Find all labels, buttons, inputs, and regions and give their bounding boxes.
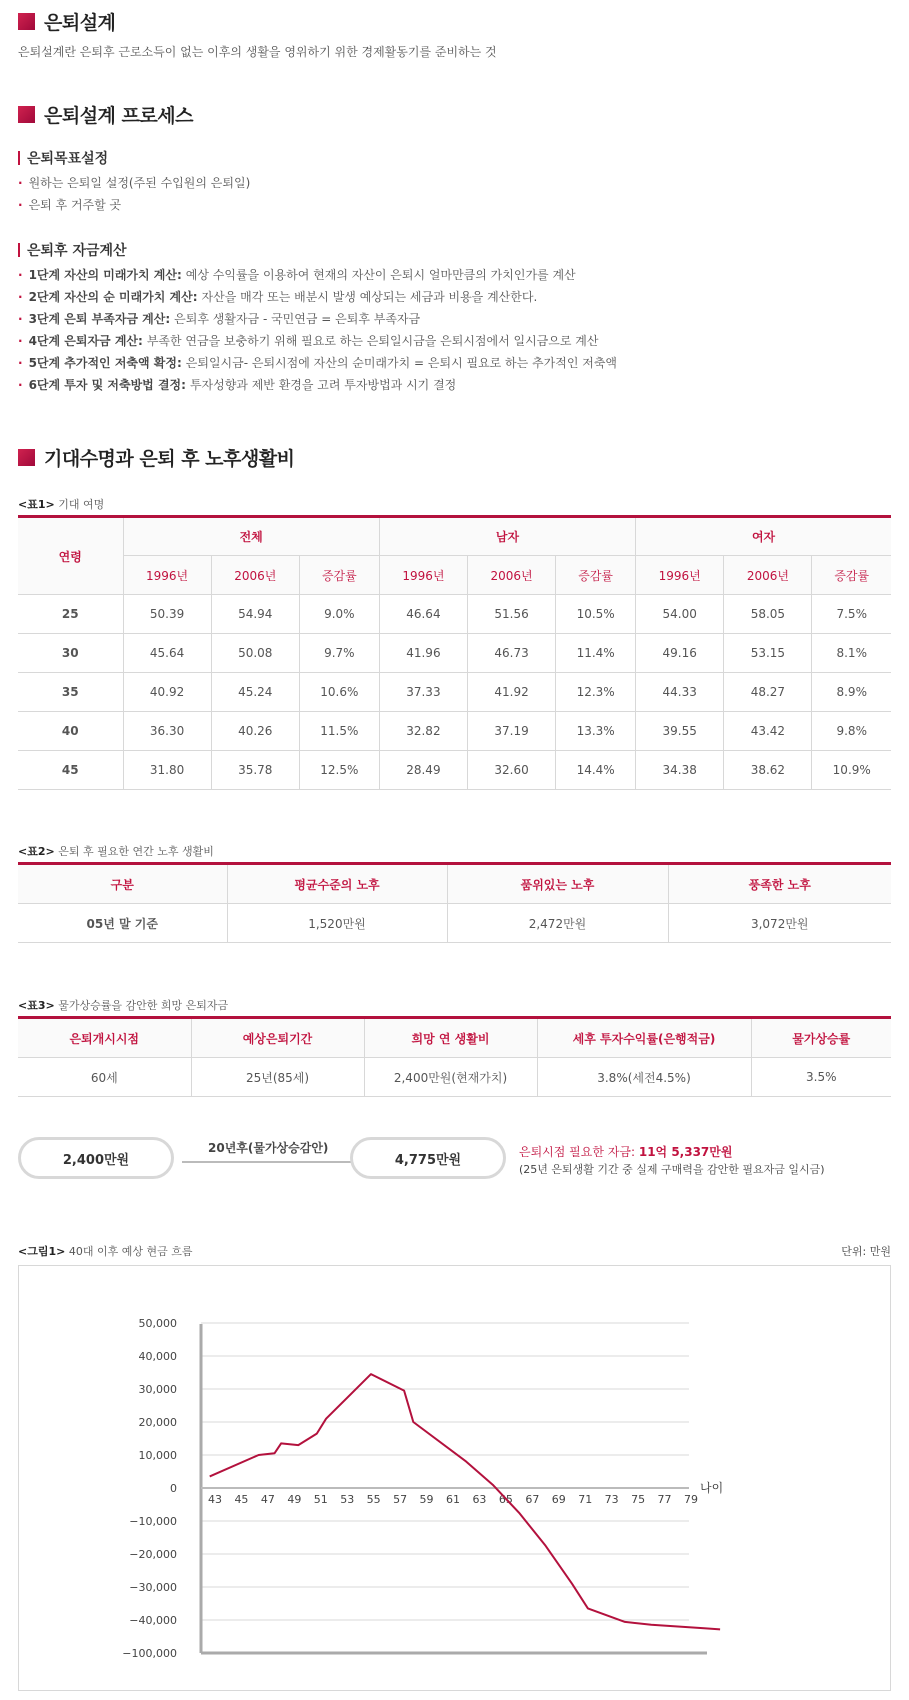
table-cell: 46.73 xyxy=(467,634,555,673)
cash-flow-chart xyxy=(19,1266,890,1690)
table-cell: 14.4% xyxy=(556,751,636,790)
table-header: 세후 투자수익률(은행적금) xyxy=(537,1018,751,1058)
table-cell: 28.49 xyxy=(379,751,467,790)
table-cell: 39.55 xyxy=(636,712,724,751)
table-cell: 25 xyxy=(18,595,123,634)
table-cell: 11.5% xyxy=(299,712,379,751)
list-item xyxy=(18,374,617,396)
step-text: 자산을 매각 또는 배분시 발생 예상되는 세금과 비용을 계산한다. xyxy=(201,290,538,304)
step-text: 은퇴후 생활자금 - 국민연금 = 은퇴후 부족자금 xyxy=(174,312,421,326)
table-cell: 36.30 xyxy=(123,712,211,751)
chart-unit-label: 단위: 만원 xyxy=(841,1245,891,1258)
table-cell: 13.3% xyxy=(556,712,636,751)
x-tick-label: 53 xyxy=(340,1493,355,1506)
x-tick-label: 47 xyxy=(260,1493,275,1506)
x-tick-label: 55 xyxy=(366,1493,381,1506)
x-tick-label: 75 xyxy=(631,1493,646,1506)
table-cell: 32.82 xyxy=(379,712,467,751)
caption-tag: <표1> xyxy=(18,498,55,511)
section-title-text: 은퇴설계 xyxy=(44,12,116,34)
section-square-icon xyxy=(18,13,35,30)
table-cell: 12.3% xyxy=(556,673,636,712)
x-tick-label: 73 xyxy=(604,1493,619,1506)
required-fund-subnote: (25년 은퇴생활 기간 중 실제 구매력을 감안한 필요자금 일시금) xyxy=(519,1163,825,1176)
x-tick-label: 63 xyxy=(472,1493,487,1506)
table-header-age: 연령 xyxy=(18,517,123,595)
required-fund-note xyxy=(519,1143,732,1160)
list-item-text: 원하는 은퇴일 설정(주된 수입원의 은퇴일) xyxy=(28,176,251,190)
step-text: 예상 수익률을 이용하여 현재의 자산이 은퇴시 얼마만큼의 가치인가를 계산 xyxy=(185,268,576,282)
life-expectancy-table xyxy=(18,515,891,790)
table-row xyxy=(18,904,891,943)
list-item xyxy=(18,286,617,308)
list-item-text: 은퇴 후 거주할 곳 xyxy=(28,198,122,212)
bullet-icon: · xyxy=(18,198,23,212)
list-item xyxy=(18,308,617,330)
table-subheader: 증감률 xyxy=(299,556,379,595)
calc-step-list xyxy=(18,264,617,396)
bullet-icon: · xyxy=(18,312,23,326)
table-row xyxy=(18,673,891,712)
subsection-bar-icon xyxy=(18,243,20,257)
bullet-icon: · xyxy=(18,334,23,348)
table1-caption xyxy=(18,496,104,512)
table-cell: 1,520만원 xyxy=(227,904,447,943)
section-square-icon xyxy=(18,449,35,466)
step-label: 5단계 추가적인 저축액 확정: xyxy=(28,356,182,370)
x-tick-label: 69 xyxy=(551,1493,566,1506)
caption-tag: <표3> xyxy=(18,999,55,1012)
caption-text: 물가상승률을 감안한 희망 은퇴자금 xyxy=(58,999,229,1012)
x-tick-label: 61 xyxy=(446,1493,460,1506)
table-cell: 8.9% xyxy=(812,673,891,712)
table-cell: 46.64 xyxy=(379,595,467,634)
table-cell: 37.33 xyxy=(379,673,467,712)
table-cell: 44.33 xyxy=(636,673,724,712)
table-cell: 9.0% xyxy=(299,595,379,634)
step-label: 1단계 자산의 미래가치 계산: xyxy=(28,268,182,282)
table-row xyxy=(18,1058,891,1097)
table-cell: 8.1% xyxy=(812,634,891,673)
list-item xyxy=(18,352,617,374)
step-label: 4단계 은퇴자금 계산: xyxy=(28,334,143,348)
table-row xyxy=(18,712,891,751)
table-cell: 45.64 xyxy=(123,634,211,673)
caption-text: 기대 여명 xyxy=(58,498,105,511)
table-row xyxy=(18,634,891,673)
table-cell: 30 xyxy=(18,634,123,673)
table-subheader: 1996년 xyxy=(379,556,467,595)
table-header: 은퇴개시시점 xyxy=(18,1018,191,1058)
future-cost-pill: 4,775만원 xyxy=(350,1137,506,1179)
x-tick-label: 57 xyxy=(393,1493,408,1506)
table-cell: 41.92 xyxy=(467,673,555,712)
step-label: 6단계 투자 및 저축방법 결정: xyxy=(28,378,186,392)
table-header-group-female: 여자 xyxy=(636,517,891,556)
step-text: 투자성향과 제반 환경을 고려 투자방법과 시기 결정 xyxy=(189,378,457,392)
table-cell: 48.27 xyxy=(724,673,812,712)
section-title-life-expectancy xyxy=(18,444,294,471)
goal-list xyxy=(18,172,250,216)
table-subheader: 2006년 xyxy=(467,556,555,595)
step-label: 2단계 자산의 순 미래가치 계산: xyxy=(28,290,198,304)
table-header: 구분 xyxy=(18,864,227,904)
table-subheader: 증감률 xyxy=(812,556,891,595)
x-tick-label: 77 xyxy=(657,1493,672,1506)
caption-tag: <표2> xyxy=(18,845,55,858)
bullet-icon: · xyxy=(18,356,23,370)
table-header: 희망 연 생활비 xyxy=(364,1018,537,1058)
x-tick-label: 49 xyxy=(287,1493,302,1506)
x-tick-label: 59 xyxy=(419,1493,434,1506)
figure1-caption xyxy=(18,1243,192,1259)
table-header: 품위있는 노후 xyxy=(447,864,668,904)
arrow-label: 20년후(물가상승감안) xyxy=(208,1141,329,1155)
y-tick-label: 0 xyxy=(170,1482,177,1495)
table-cell: 2,400만원(현재가치) xyxy=(364,1058,537,1097)
subsection-bar-icon xyxy=(18,151,20,165)
list-item xyxy=(18,330,617,352)
table-cell: 53.15 xyxy=(724,634,812,673)
table-cell: 41.96 xyxy=(379,634,467,673)
table-cell: 40.92 xyxy=(123,673,211,712)
table-cell: 10.9% xyxy=(812,751,891,790)
table-subheader: 1996년 xyxy=(123,556,211,595)
y-tick-label: 20,000 xyxy=(138,1416,177,1429)
section-title-text: 기대수명과 은퇴 후 노후생활비 xyxy=(44,448,295,470)
table-cell: 54.00 xyxy=(636,595,724,634)
table-cell: 7.5% xyxy=(812,595,891,634)
bullet-icon: · xyxy=(18,378,23,392)
table-cell: 37.19 xyxy=(467,712,555,751)
x-tick-label: 65 xyxy=(498,1493,513,1506)
table-header-group-total: 전체 xyxy=(123,517,379,556)
required-fund-value: 11억 5,337만원 xyxy=(638,1145,733,1159)
table-cell: 9.7% xyxy=(299,634,379,673)
table-cell: 35.78 xyxy=(211,751,299,790)
table-subheader: 2006년 xyxy=(724,556,812,595)
section-title-retirement-plan xyxy=(18,8,115,35)
table-cell: 49.16 xyxy=(636,634,724,673)
x-axis-label: 나이 xyxy=(700,1481,724,1495)
x-tick-label: 51 xyxy=(313,1493,328,1506)
caption-text: 은퇴 후 필요한 연간 노후 생활비 xyxy=(58,845,214,858)
section-title-process xyxy=(18,101,193,128)
table-subheader: 2006년 xyxy=(211,556,299,595)
table-cell: 43.42 xyxy=(724,712,812,751)
bullet-icon: · xyxy=(18,268,23,282)
table-subheader: 1996년 xyxy=(636,556,724,595)
step-text: 은퇴일시금- 은퇴시점에 자산의 순미래가치 = 은퇴시 필요로 하는 추가적인 저축액 xyxy=(185,356,618,370)
table-cell: 40.26 xyxy=(211,712,299,751)
table-header: 예상은퇴기간 xyxy=(191,1018,364,1058)
required-fund-label: 은퇴시점 필요한 자금: xyxy=(519,1145,636,1159)
y-tick-label: 10,000 xyxy=(138,1449,177,1462)
living-cost-table xyxy=(18,862,891,943)
x-tick-label: 45 xyxy=(234,1493,249,1506)
table-cell: 50.08 xyxy=(211,634,299,673)
retirement-fund-table xyxy=(18,1016,891,1097)
list-item xyxy=(18,194,250,216)
table-cell: 60세 xyxy=(18,1058,191,1097)
table-cell: 34.38 xyxy=(636,751,724,790)
y-tick-label: −20,000 xyxy=(129,1548,177,1561)
table-cell: 45.24 xyxy=(211,673,299,712)
table-cell: 05년 말 기준 xyxy=(18,904,227,943)
y-tick-label: −30,000 xyxy=(129,1581,177,1594)
subsection-title-goal xyxy=(18,148,108,168)
table-cell: 40 xyxy=(18,712,123,751)
table-cell: 54.94 xyxy=(211,595,299,634)
table-header: 평균수준의 노후 xyxy=(227,864,447,904)
table-cell: 32.60 xyxy=(467,751,555,790)
y-tick-label: 50,000 xyxy=(138,1317,177,1330)
y-tick-label: −40,000 xyxy=(129,1614,177,1627)
table-cell: 10.6% xyxy=(299,673,379,712)
table-cell: 10.5% xyxy=(556,595,636,634)
chart-frame xyxy=(18,1265,891,1691)
table-cell: 2,472만원 xyxy=(447,904,668,943)
subsection-title-text: 은퇴후 자금계산 xyxy=(27,243,127,259)
x-tick-label: 43 xyxy=(208,1493,222,1506)
y-tick-label: 30,000 xyxy=(138,1383,177,1396)
table-cell: 12.5% xyxy=(299,751,379,790)
x-tick-label: 67 xyxy=(525,1493,540,1506)
table3-caption xyxy=(18,997,228,1013)
table-subheader: 증감률 xyxy=(556,556,636,595)
table-cell: 9.8% xyxy=(812,712,891,751)
table2-caption xyxy=(18,843,214,859)
step-text: 부족한 연금을 보충하기 위해 필요로 하는 은퇴일시금을 은퇴시점에서 일시금으로 계산 xyxy=(146,334,599,348)
table-cell: 51.56 xyxy=(467,595,555,634)
x-tick-label: 79 xyxy=(684,1493,698,1506)
table-cell: 11.4% xyxy=(556,634,636,673)
right-arrow-icon xyxy=(180,1154,366,1170)
table-header: 풍족한 노후 xyxy=(668,864,891,904)
list-item xyxy=(18,264,617,286)
table-cell: 3,072만원 xyxy=(668,904,891,943)
list-item xyxy=(18,172,250,194)
table-cell: 35 xyxy=(18,673,123,712)
table-row xyxy=(18,595,891,634)
x-tick-label: 71 xyxy=(578,1493,593,1506)
table-cell: 50.39 xyxy=(123,595,211,634)
caption-tag: <그림1> xyxy=(18,1245,66,1258)
table-cell: 31.80 xyxy=(123,751,211,790)
table-cell: 38.62 xyxy=(724,751,812,790)
table-cell: 58.05 xyxy=(724,595,812,634)
table-row xyxy=(18,751,891,790)
y-tick-label: −10,000 xyxy=(129,1515,177,1528)
table-header: 물가상승률 xyxy=(751,1018,891,1058)
section-title-text: 은퇴설계 프로세스 xyxy=(44,105,193,127)
bullet-icon: · xyxy=(18,290,23,304)
table-cell: 25년(85세) xyxy=(191,1058,364,1097)
step-label: 3단계 은퇴 부족자금 계산: xyxy=(28,312,171,326)
table-cell: 45 xyxy=(18,751,123,790)
section-square-icon xyxy=(18,106,35,123)
y-tick-label: 40,000 xyxy=(138,1350,177,1363)
subsection-title-text: 은퇴목표설정 xyxy=(27,151,109,167)
table-header-group-male: 남자 xyxy=(379,517,635,556)
current-cost-pill: 2,400만원 xyxy=(18,1137,174,1179)
bullet-icon: · xyxy=(18,176,23,190)
subsection-title-calc xyxy=(18,240,127,260)
caption-text: 40대 이후 예상 현금 흐름 xyxy=(68,1245,193,1258)
table-cell: 3.5% xyxy=(751,1058,891,1097)
y-tick-label: −100,000 xyxy=(122,1647,177,1660)
table-cell: 3.8%(세전4.5%) xyxy=(537,1058,751,1097)
section-description: 은퇴설계란 은퇴후 근로소득이 없는 이후의 생활을 영위하기 위한 경제활동기를 준비하는 것 xyxy=(18,45,497,59)
